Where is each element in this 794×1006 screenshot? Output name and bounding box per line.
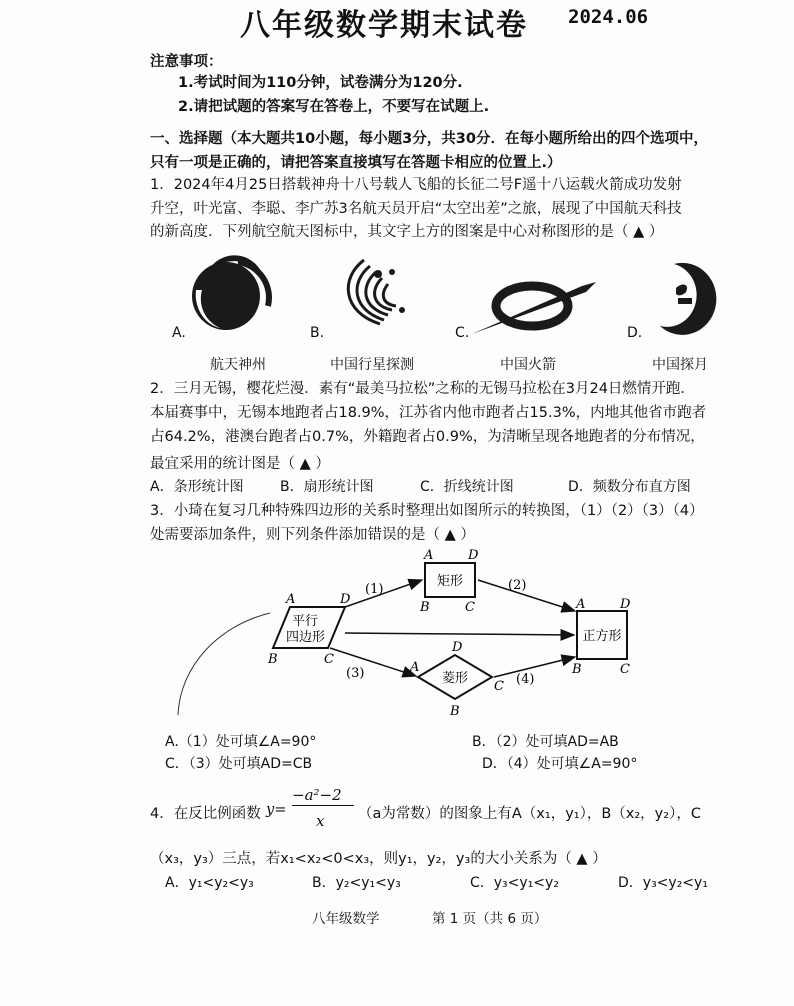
q4-prefix: 4．在反比例函数 [150, 806, 261, 822]
q3-text: 3．小琦在复习几种特殊四边形的关系时整理出如图所示的转换图，（1）（2）（3）（4） [150, 503, 704, 519]
quadrilateral-conversion-diagram [160, 545, 660, 720]
vertex-label: C [324, 652, 334, 667]
q1-text: 升空，叶光富、李聪、李广苏3名航天员开启“太空出差”之旅，展现了中国航天科技 [150, 201, 682, 217]
rectangle-label: 矩形 [436, 574, 464, 589]
vertex-label: B [420, 600, 430, 615]
rhombus-label: 菱形 [441, 671, 469, 686]
q2-option: D．频数分布直方图 [568, 479, 691, 495]
q2-text: 占64.2%，港澳台跑者占0.7%，外籍跑者占0.9%，为清晰呈现各地跑者的分布情况， [150, 429, 705, 445]
arrow-3 [330, 648, 416, 676]
note-item: 2.请把试题的答案写在答卷上，不要写在试题上. [178, 99, 490, 115]
arrow-direct [345, 633, 574, 635]
arrow-label: (3) [346, 666, 365, 681]
vertex-label: D [452, 640, 463, 655]
vertex-label: C [620, 662, 630, 677]
q4-text: （x₃，y₃）三点，若x₁<x₂<0<x₃，则y₁，y₂，y₃的大小关系为（ ▲ ） [150, 851, 607, 867]
q4-denominator: x [316, 812, 325, 830]
arrow-label: (4) [516, 672, 535, 687]
arrow-1 [345, 580, 422, 607]
arrow-2 [478, 580, 575, 611]
arrow-label: (2) [508, 578, 527, 593]
vertex-label: D [340, 592, 351, 607]
square-label: 正方形 [582, 629, 622, 644]
q1-option-letter: D. [627, 325, 643, 341]
q1-text: 1．2024年4月25日搭载神舟十八号载人飞船的长征二号F遥十八运载火箭成功发射 [150, 177, 682, 193]
q3-option: A.（1）处可填∠A=90° [165, 734, 317, 750]
arrow-label: (1) [365, 582, 384, 597]
vertex-label: A [410, 660, 420, 675]
section-heading: 一、选择题（本大题共10小题，每小题3分，共30分．在每小题所给出的四个选项中， [150, 131, 708, 147]
q4-option: C．y₃<y₁<y₂ [470, 875, 559, 891]
footer-page: 第 1 页（共 6 页） [432, 911, 548, 927]
notes-heading: 注意事项： [150, 54, 223, 70]
vertex-label: C [465, 600, 475, 615]
q2-text: 最宜采用的统计图是（ ▲ ） [150, 456, 330, 472]
svg-text:平行: 平行 [292, 614, 319, 629]
q4-numerator: −a²−2 [292, 786, 342, 804]
section-heading-cont: 只有一项是正确的，请把答案直接填写在答题卡相应的位置上.） [150, 155, 562, 171]
q2-text: 本届赛事中，无锡本地跑者占18.9%，江苏省内他市跑者占15.3%，内地其他省市跑者 [150, 405, 707, 421]
q1-caption: 中国探月 [652, 357, 708, 373]
svg-text:四边形: 四边形 [286, 630, 326, 645]
arrow-4 [494, 657, 575, 677]
q1-text: 的新高度．下列航空航天图标中，其文字上方的图案是中心对称图形的是（ ▲ ） [150, 224, 664, 240]
exam-date: 2024.06 [568, 6, 649, 28]
footer-subject: 八年级数学 [312, 911, 380, 927]
q2-option: C．折线统计图 [420, 479, 514, 495]
q1-caption: 中国行星探测 [330, 357, 414, 373]
q1-option-letter: A. [172, 325, 186, 341]
q2-option: A．条形统计图 [150, 479, 244, 495]
vertex-label: A [576, 597, 586, 612]
vertex-label: D [468, 548, 479, 563]
lunar-exploration-logo-icon [652, 258, 724, 338]
shenzhou-logo-icon [190, 250, 272, 340]
q3-text: 处需要添加条件，则下列条件添加错误的是（ ▲ ） [150, 527, 475, 543]
china-rocket-logo-icon [470, 280, 598, 336]
q4-option: A．y₁<y₂<y₃ [165, 875, 254, 891]
q1-option-letter: B. [310, 325, 325, 341]
q4-func-y: y= [266, 802, 287, 818]
q1-caption: 中国火箭 [500, 357, 556, 373]
q1-caption: 航天神州 [210, 357, 266, 373]
vertex-label: A [424, 548, 434, 563]
q4-option: B．y₂<y₁<y₃ [312, 875, 401, 891]
q3-option: D．（4）处可填∠A=90° [482, 756, 638, 772]
note-item: 1.考试时间为110分钟，试卷满分为120分. [178, 75, 463, 91]
vertex-label: B [268, 652, 278, 667]
q2-text: 2．三月无锡，樱花烂漫．素有“最美马拉松”之称的无锡马拉松在3月24日燃情开跑． [150, 381, 695, 397]
q2-option: B．扇形统计图 [280, 479, 374, 495]
vertex-label: D [620, 597, 631, 612]
q3-option: C．（3）处可填AD=CB [165, 756, 313, 772]
fraction-bar [292, 805, 354, 806]
q1-option-letter: C. [455, 325, 470, 341]
planet-exploration-logo-icon [336, 252, 418, 332]
q4-suffix: （a为常数）的图象上有A（x₁，y₁），B（x₂，y₂），C [358, 806, 701, 822]
vertex-label: A [286, 592, 296, 607]
vertex-label: C [494, 679, 504, 694]
q4-option: D．y₃<y₂<y₁ [618, 875, 708, 891]
page-title: 八年级数学期末试卷 [240, 8, 528, 43]
vertex-label: B [572, 662, 582, 677]
q3-option: B．（2）处可填AD=AB [472, 734, 619, 750]
vertex-label: B [450, 704, 460, 719]
